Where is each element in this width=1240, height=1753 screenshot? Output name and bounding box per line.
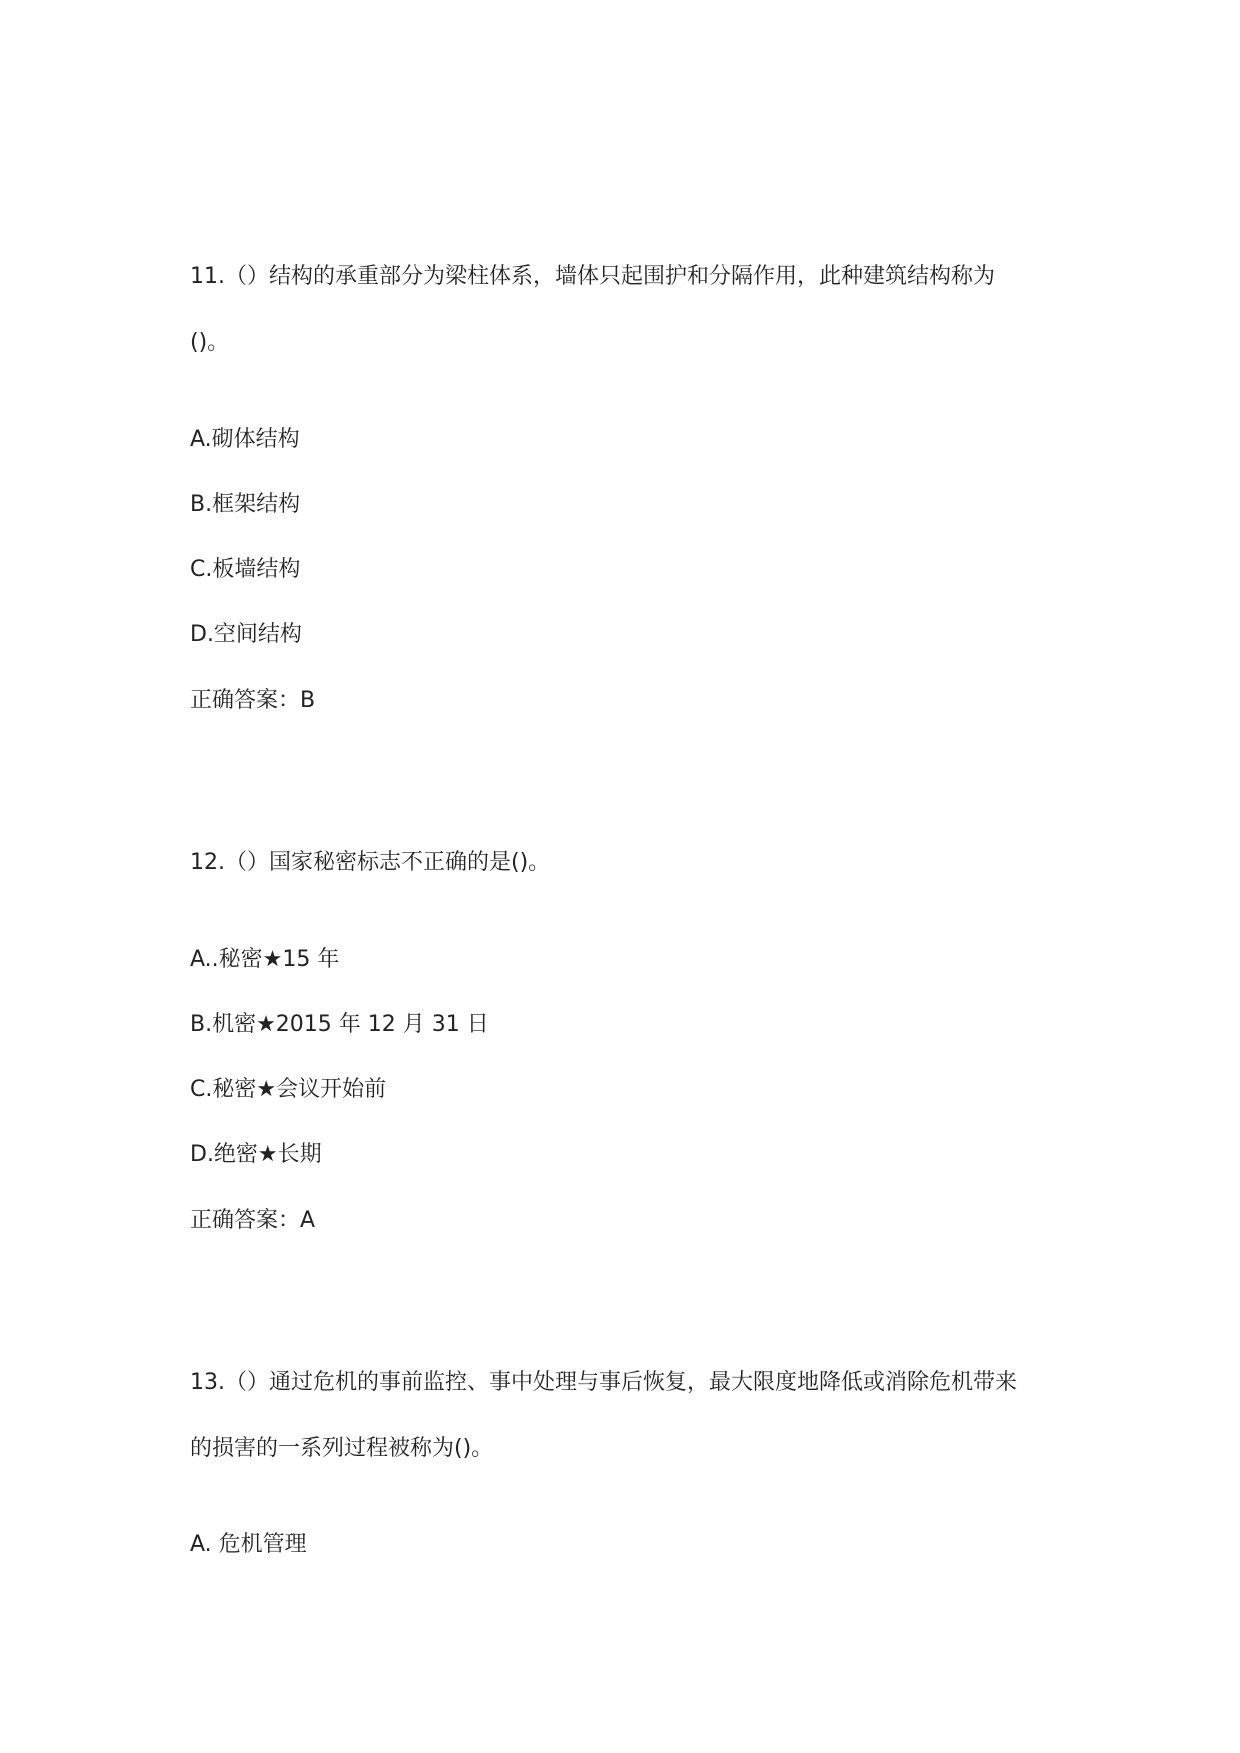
q12-option-a: A..秘密★15 年 [190, 947, 340, 972]
q11-answer: 正确答案：B [190, 688, 316, 713]
q12-option-b: B.机密★2015 年 12 月 31 日 [190, 1012, 489, 1037]
q13-stem-line1: 13.（）通过危机的事前监控、事中处理与事后恢复，最大限度地降低或消除危机带来 [190, 1370, 1017, 1395]
q11-option-c: C.板墙结构 [190, 557, 301, 582]
q12-answer: 正确答案：A [190, 1208, 316, 1233]
q13-stem-line2: 的损害的一系列过程被称为()。 [190, 1436, 494, 1461]
q11-option-b: B.框架结构 [190, 492, 301, 517]
q13-option-a: A. 危机管理 [190, 1532, 307, 1557]
q11-stem-line1: 11.（）结构的承重部分为梁柱体系，墙体只起围护和分隔作用，此种建筑结构称为 [190, 264, 995, 289]
q12-option-d: D.绝密★长期 [190, 1142, 322, 1167]
q11-stem-line2: ()。 [190, 330, 230, 355]
q12-option-c: C.秘密★会议开始前 [190, 1077, 387, 1102]
q12-stem-line1: 12.（）国家秘密标志不正确的是()。 [190, 850, 551, 875]
q11-option-a: A.砌体结构 [190, 427, 300, 452]
q11-option-d: D.空间结构 [190, 622, 302, 647]
